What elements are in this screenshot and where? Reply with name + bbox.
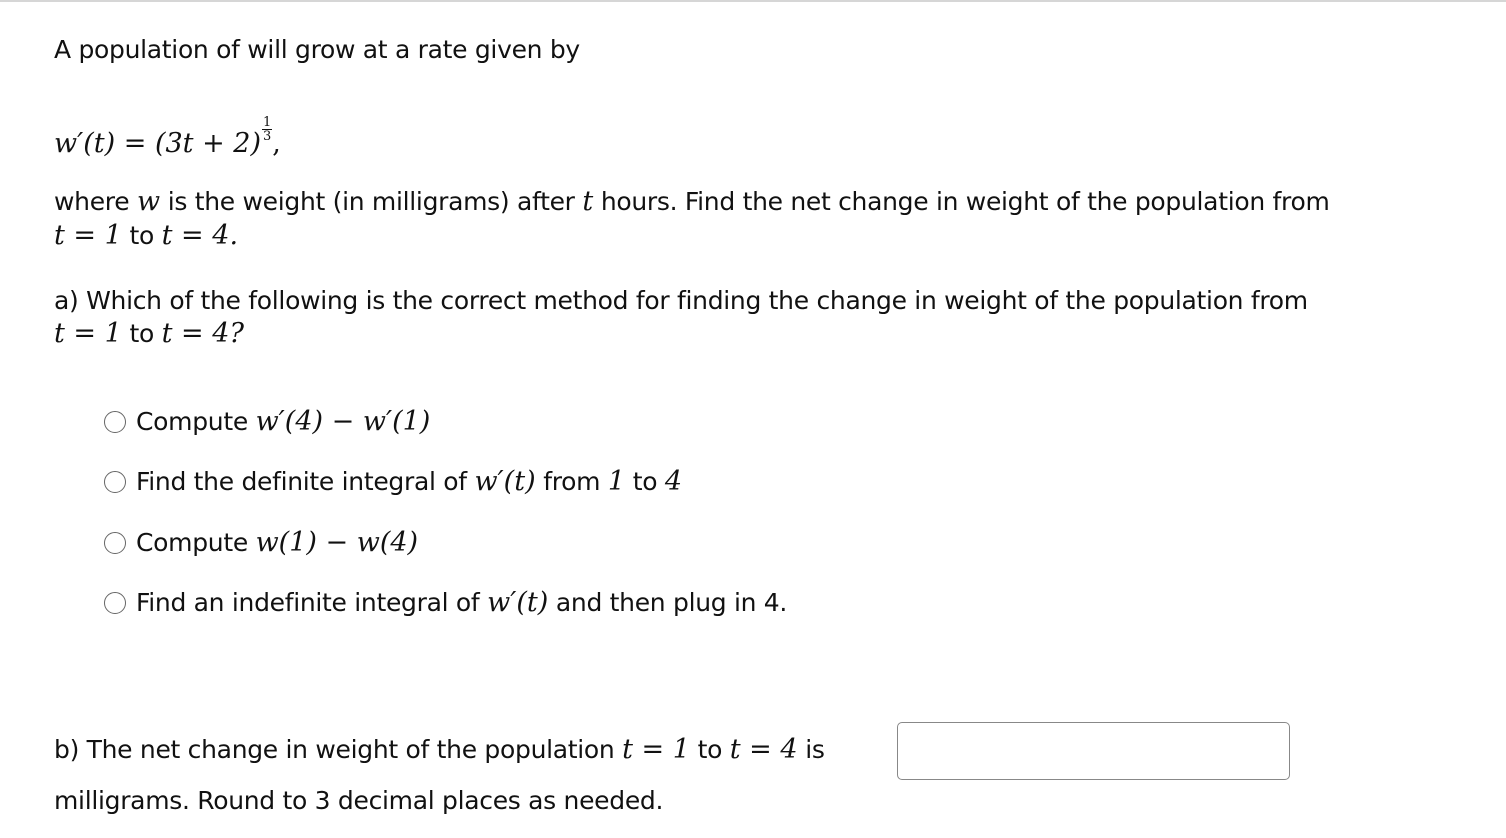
text-segment: to (625, 467, 665, 496)
math-expression: w (136, 186, 161, 217)
text-segment: Find the definite integral of (136, 467, 475, 496)
math-expression: w′(t) (474, 466, 536, 497)
exponent-fraction (262, 116, 272, 143)
formula-comma: , (272, 128, 281, 159)
intro-text: A population of will grow at a rate given by (54, 35, 580, 64)
text-segment: and then plug in 4. (548, 588, 788, 617)
radio-button[interactable] (104, 532, 126, 554)
option-label (136, 467, 682, 497)
answer-input[interactable] (897, 722, 1290, 780)
text-segment: milligrams. Round to 3 decimal places as needed. (54, 786, 664, 815)
option-1[interactable] (104, 407, 430, 437)
math-expression: t = 4? (161, 318, 244, 349)
math-expression: w′(4) − w′(1) (255, 406, 431, 437)
radio-button[interactable] (104, 411, 126, 433)
problem-line-2 (54, 221, 238, 251)
exponent-denominator: 3 (263, 129, 272, 144)
math-expression: t = 1 (622, 734, 690, 765)
option-label (136, 588, 787, 618)
text-segment: to (121, 319, 162, 348)
text-segment: a) Which of the following is the correct method for finding the change in weight of the population from (54, 286, 1308, 315)
question-b-line-2 (54, 786, 663, 816)
math-expression: 4 (664, 466, 683, 497)
text-segment: Compute (136, 407, 256, 436)
option-4[interactable] (104, 588, 787, 618)
question-b-line-1 (54, 735, 825, 765)
exponent-numerator: 1 (263, 115, 272, 130)
text-segment: is the weight (in milligrams) after (160, 187, 583, 216)
rate-formula (54, 116, 281, 159)
problem-line-1 (54, 187, 1330, 217)
question-a-line-2 (54, 319, 244, 349)
math-expression: w′(t) (487, 587, 549, 618)
text-segment: b) The net change in weight of the population (54, 735, 623, 764)
radio-button[interactable] (104, 592, 126, 614)
question-a-line-1 (54, 286, 1308, 316)
text-segment: from (535, 467, 608, 496)
math-expression: w(1) − w(4) (255, 527, 419, 558)
option-2[interactable] (104, 467, 682, 497)
math-expression: t = 1 (54, 318, 122, 349)
formula-lhs: w′(t) = (3t + 2) (54, 128, 262, 159)
text-segment: where (54, 187, 137, 216)
option-3[interactable] (104, 528, 418, 558)
text-segment: hours. Find the net change in weight of the population from (593, 187, 1330, 216)
math-expression: t = 1 (54, 220, 122, 251)
text-segment: Compute (136, 528, 256, 557)
text-segment: Find an indefinite integral of (136, 588, 488, 617)
text-segment: is (797, 735, 825, 764)
radio-button[interactable] (104, 471, 126, 493)
top-divider (0, 0, 1506, 2)
math-expression: t (582, 186, 594, 217)
text-segment: to (689, 735, 730, 764)
math-expression: t = 4. (161, 220, 239, 251)
math-expression: 1 (607, 466, 626, 497)
option-label (136, 407, 430, 437)
option-label (136, 528, 418, 558)
text-segment: to (121, 221, 162, 250)
math-expression: t = 4 (729, 734, 798, 765)
